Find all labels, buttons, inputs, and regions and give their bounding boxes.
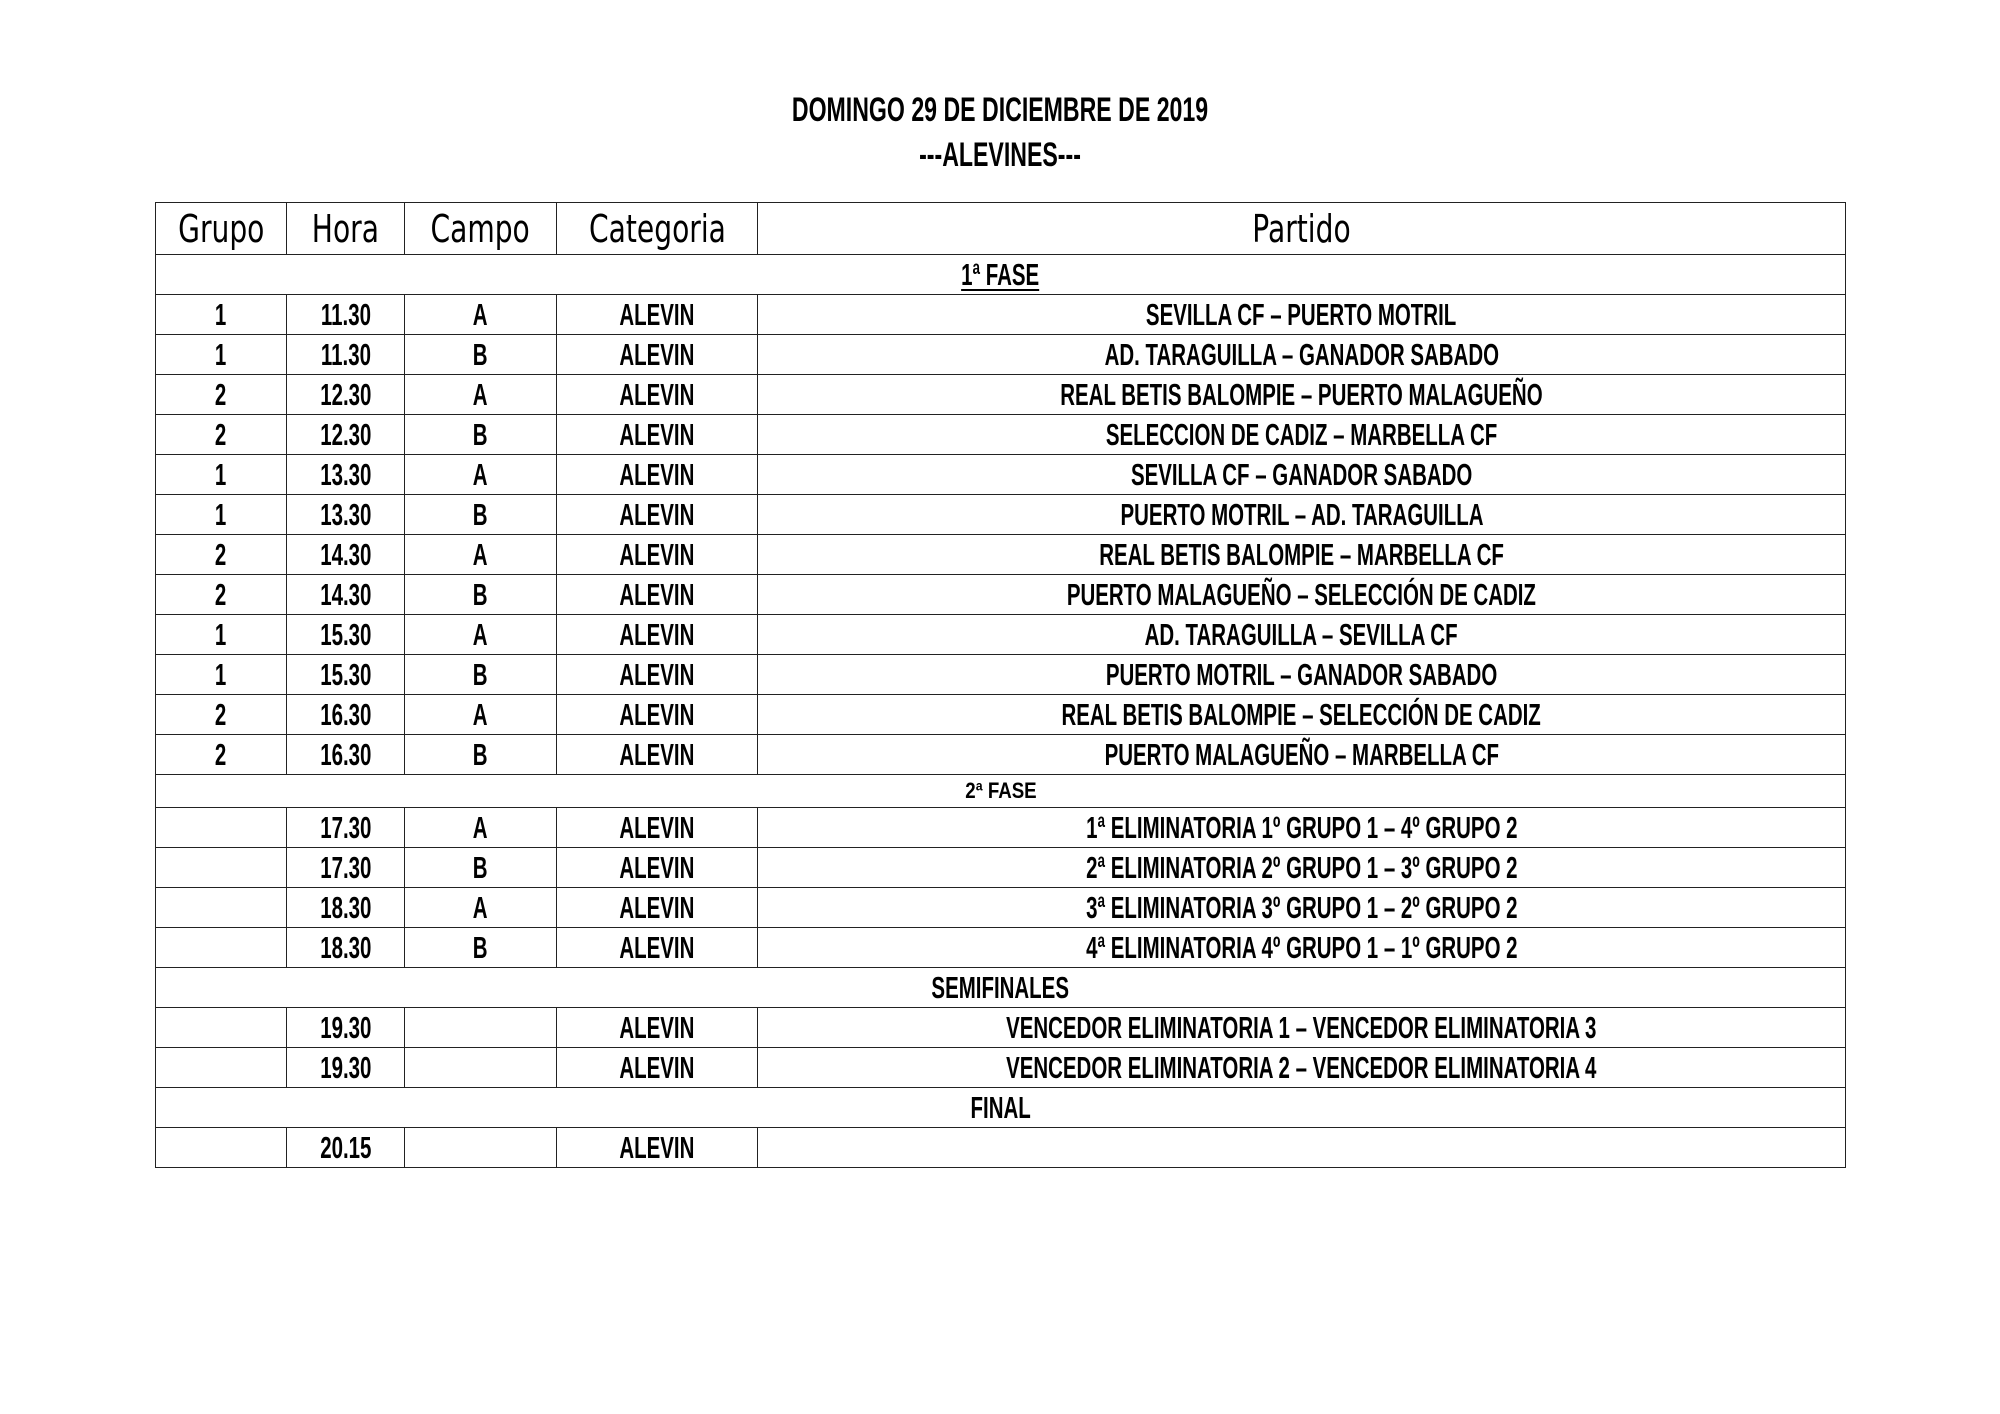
cell-categoria: ALEVIN (557, 1128, 758, 1168)
cell-campo: A (405, 455, 557, 495)
cell-hora: 18.30 (287, 928, 405, 968)
cell-partido: REAL BETIS BALOMPIE – PUERTO MALAGUEÑO (758, 375, 1846, 415)
cell-hora: 18.30 (287, 888, 405, 928)
cell-campo: A (405, 295, 557, 335)
cell-hora: 20.15 (287, 1128, 405, 1168)
phase-label: SEMIFINALES (156, 968, 1846, 1008)
table-row (156, 1048, 1846, 1088)
cell-partido: PUERTO MALAGUEÑO – MARBELLA CF (758, 735, 1846, 775)
table-row (156, 1008, 1846, 1048)
cell-campo: B (405, 928, 557, 968)
cell-grupo: 2 (156, 695, 287, 735)
cell-campo: A (405, 888, 557, 928)
cell-campo: B (405, 735, 557, 775)
table-row (156, 808, 1846, 848)
column-header-hora: Hora (287, 203, 405, 255)
cell-hora: 11.30 (287, 295, 405, 335)
table-row (156, 295, 1846, 335)
cell-campo: A (405, 615, 557, 655)
cell-campo: B (405, 335, 557, 375)
cell-partido: VENCEDOR ELIMINATORIA 1 – VENCEDOR ELIMINATORIA 3 (758, 1008, 1846, 1048)
table-row (156, 375, 1846, 415)
cell-hora: 14.30 (287, 575, 405, 615)
cell-campo: A (405, 375, 557, 415)
cell-categoria: ALEVIN (557, 375, 758, 415)
cell-hora: 11.30 (287, 335, 405, 375)
cell-hora: 13.30 (287, 455, 405, 495)
cell-partido: SEVILLA CF – GANADOR SABADO (758, 455, 1846, 495)
phase-label: 1ª FASE (156, 255, 1846, 295)
cell-campo (405, 1048, 557, 1088)
column-header-categoria: Categoria (557, 203, 758, 255)
cell-hora: 17.30 (287, 848, 405, 888)
phase-row-fase-1 (156, 255, 1846, 295)
cell-partido (758, 1128, 1846, 1168)
cell-campo (405, 1008, 557, 1048)
table-row (156, 735, 1846, 775)
cell-grupo: 1 (156, 495, 287, 535)
phase-row-final (156, 1088, 1846, 1128)
cell-categoria: ALEVIN (557, 295, 758, 335)
cell-categoria: ALEVIN (557, 735, 758, 775)
cell-partido: REAL BETIS BALOMPIE – MARBELLA CF (758, 535, 1846, 575)
cell-grupo: 1 (156, 455, 287, 495)
cell-partido: AD. TARAGUILLA – SEVILLA CF (758, 615, 1846, 655)
cell-grupo: 1 (156, 295, 287, 335)
column-header-campo: Campo (405, 203, 557, 255)
cell-partido: PUERTO MOTRIL – GANADOR SABADO (758, 655, 1846, 695)
table-row (156, 415, 1846, 455)
cell-campo: B (405, 495, 557, 535)
cell-partido: VENCEDOR ELIMINATORIA 2 – VENCEDOR ELIMINATORIA 4 (758, 1048, 1846, 1088)
column-header-grupo: Grupo (156, 203, 287, 255)
table-row (156, 928, 1846, 968)
cell-partido: 1ª ELIMINATORIA 1º GRUPO 1 – 4º GRUPO 2 (758, 808, 1846, 848)
cell-grupo (156, 808, 287, 848)
cell-categoria: ALEVIN (557, 335, 758, 375)
cell-categoria: ALEVIN (557, 808, 758, 848)
cell-categoria: ALEVIN (557, 535, 758, 575)
cell-partido: REAL BETIS BALOMPIE – SELECCIÓN DE CADIZ (758, 695, 1846, 735)
cell-partido: PUERTO MOTRIL – AD. TARAGUILLA (758, 495, 1846, 535)
cell-grupo: 1 (156, 655, 287, 695)
table-row (156, 615, 1846, 655)
cell-grupo: 1 (156, 335, 287, 375)
page-header (0, 88, 2000, 178)
phase-row-fase-2 (156, 775, 1846, 808)
cell-categoria: ALEVIN (557, 615, 758, 655)
cell-campo: B (405, 575, 557, 615)
cell-hora: 15.30 (287, 655, 405, 695)
table-row (156, 888, 1846, 928)
cell-hora: 19.30 (287, 1008, 405, 1048)
cell-hora: 16.30 (287, 735, 405, 775)
table-header-row (156, 203, 1846, 255)
cell-grupo: 1 (156, 615, 287, 655)
cell-campo: B (405, 848, 557, 888)
page-subtitle: ---ALEVINES--- (919, 136, 1081, 174)
cell-categoria: ALEVIN (557, 415, 758, 455)
cell-grupo: 2 (156, 415, 287, 455)
page-title: DOMINGO 29 DE DICIEMBRE DE 2019 (791, 91, 1209, 129)
table-row (156, 455, 1846, 495)
table-row (156, 575, 1846, 615)
cell-partido: 2ª ELIMINATORIA 2º GRUPO 1 – 3º GRUPO 2 (758, 848, 1846, 888)
cell-hora: 16.30 (287, 695, 405, 735)
cell-hora: 17.30 (287, 808, 405, 848)
cell-grupo (156, 1048, 287, 1088)
cell-grupo: 2 (156, 575, 287, 615)
cell-categoria: ALEVIN (557, 695, 758, 735)
phase-label: FINAL (156, 1088, 1846, 1128)
column-header-partido: Partido (758, 203, 1846, 255)
cell-categoria: ALEVIN (557, 495, 758, 535)
table-row (156, 695, 1846, 735)
cell-categoria: ALEVIN (557, 455, 758, 495)
table-row (156, 335, 1846, 375)
cell-partido: 3ª ELIMINATORIA 3º GRUPO 1 – 2º GRUPO 2 (758, 888, 1846, 928)
cell-grupo: 2 (156, 375, 287, 415)
cell-partido: 4ª ELIMINATORIA 4º GRUPO 1 – 1º GRUPO 2 (758, 928, 1846, 968)
cell-grupo: 2 (156, 735, 287, 775)
cell-campo: B (405, 655, 557, 695)
table-row (156, 495, 1846, 535)
cell-partido: SEVILLA CF – PUERTO MOTRIL (758, 295, 1846, 335)
cell-categoria: ALEVIN (557, 928, 758, 968)
cell-partido: SELECCION DE CADIZ – MARBELLA CF (758, 415, 1846, 455)
cell-grupo: 2 (156, 535, 287, 575)
cell-partido: AD. TARAGUILLA – GANADOR SABADO (758, 335, 1846, 375)
cell-categoria: ALEVIN (557, 1008, 758, 1048)
cell-campo: B (405, 415, 557, 455)
cell-categoria: ALEVIN (557, 655, 758, 695)
table-row (156, 1128, 1846, 1168)
cell-categoria: ALEVIN (557, 848, 758, 888)
cell-campo: A (405, 808, 557, 848)
cell-grupo (156, 928, 287, 968)
cell-campo: A (405, 695, 557, 735)
phase-label: 2ª FASE (156, 775, 1846, 808)
cell-grupo (156, 1128, 287, 1168)
cell-categoria: ALEVIN (557, 888, 758, 928)
cell-hora: 12.30 (287, 415, 405, 455)
cell-campo (405, 1128, 557, 1168)
cell-categoria: ALEVIN (557, 575, 758, 615)
cell-hora: 12.30 (287, 375, 405, 415)
cell-grupo (156, 848, 287, 888)
cell-partido: PUERTO MALAGUEÑO – SELECCIÓN DE CADIZ (758, 575, 1846, 615)
cell-campo: A (405, 535, 557, 575)
table-row (156, 655, 1846, 695)
cell-grupo (156, 888, 287, 928)
cell-hora: 14.30 (287, 535, 405, 575)
table-row (156, 535, 1846, 575)
cell-hora: 13.30 (287, 495, 405, 535)
table-row (156, 848, 1846, 888)
phase-row-semifinales (156, 968, 1846, 1008)
cell-hora: 15.30 (287, 615, 405, 655)
schedule-table (155, 202, 1846, 1168)
cell-grupo (156, 1008, 287, 1048)
cell-categoria: ALEVIN (557, 1048, 758, 1088)
cell-hora: 19.30 (287, 1048, 405, 1088)
